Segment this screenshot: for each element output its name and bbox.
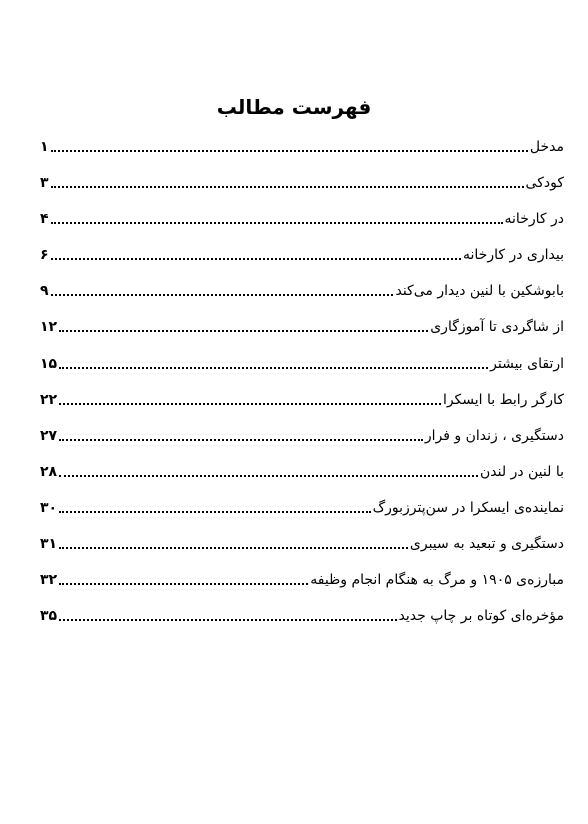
toc-entry[interactable] xyxy=(40,494,564,518)
toc-entry-page-number: ۳۲ xyxy=(40,572,58,589)
dot-leader xyxy=(51,294,394,296)
dot-leader xyxy=(59,619,396,621)
dot-leader xyxy=(59,475,478,477)
toc-entry-label: مدخل xyxy=(529,139,564,155)
toc-entry[interactable] xyxy=(40,313,564,337)
toc-entry[interactable] xyxy=(40,530,564,554)
dot-leader xyxy=(59,403,441,405)
toc-entry[interactable] xyxy=(40,458,564,482)
toc-entry-page-number: ۳۱ xyxy=(40,536,58,553)
toc-entry[interactable] xyxy=(40,566,564,590)
toc-entry-page-number: ۳۰ xyxy=(40,499,58,516)
toc-entry[interactable] xyxy=(40,277,564,301)
toc-entry[interactable] xyxy=(40,205,564,229)
toc-entry-page-number: ۱۲ xyxy=(40,319,58,336)
dot-leader xyxy=(51,222,503,224)
toc-entry[interactable] xyxy=(40,602,564,626)
toc-entry-label: در کارخانه xyxy=(504,211,564,228)
toc-entry-page-number: ۱۵ xyxy=(40,355,58,372)
toc-entry-label: بابوشکین با لنین دیدار می‌کند xyxy=(395,283,564,300)
toc-entry[interactable] xyxy=(40,133,564,157)
toc-entry-label: بیداری در کارخانه xyxy=(463,247,564,264)
toc-entry-label: مبارزه‌ی ۱۹۰۵ و مرگ به هنگام انجام وظیفه xyxy=(310,572,564,589)
toc-entry-page-number: ۳ xyxy=(40,175,49,192)
toc-entry-page-number: ۹ xyxy=(40,283,49,300)
dot-leader xyxy=(51,258,461,260)
toc-title: فهرست مطالب xyxy=(216,95,372,119)
toc-entry[interactable] xyxy=(40,241,564,265)
toc-entry-label: دستگیری ، زندان و فرار xyxy=(424,427,564,444)
dot-leader xyxy=(59,439,423,441)
toc-entry-label: ارتقای بیشتر xyxy=(490,355,564,372)
dot-leader xyxy=(59,511,371,513)
dot-leader xyxy=(59,547,408,549)
toc-entry-label: مؤخره‌ای کوتاه بر چاپ جدید xyxy=(398,608,564,625)
toc-entry-page-number: ۳۵ xyxy=(40,608,58,625)
toc-entry[interactable] xyxy=(40,386,564,410)
dot-leader xyxy=(59,583,308,585)
dot-leader xyxy=(51,186,524,188)
toc-entry-label: با لنین در لندن xyxy=(480,463,564,480)
table-of-contents xyxy=(40,133,564,638)
toc-entry-page-number: ۲۷ xyxy=(40,427,58,444)
toc-entry-label: کارگر رابط با ایسکرا xyxy=(442,391,564,408)
toc-entry-label: از شاگردی تا آموزگاری xyxy=(430,319,564,336)
toc-entry-page-number: ۲۲ xyxy=(40,391,58,408)
toc-entry-page-number: ۴ xyxy=(40,211,49,228)
dot-leader xyxy=(59,330,428,332)
toc-entry-label: نماینده‌ی ایسکرا در سن‌پترزبورگ xyxy=(372,499,564,516)
dot-leader xyxy=(51,150,528,152)
toc-entry-page-number: ۶ xyxy=(40,247,49,264)
toc-entry[interactable] xyxy=(40,169,564,193)
toc-entry[interactable] xyxy=(40,350,564,374)
toc-entry[interactable] xyxy=(40,422,564,446)
toc-entry-page-number: ۱ xyxy=(40,139,49,155)
toc-entry-label: کودکی xyxy=(525,175,564,192)
dot-leader xyxy=(59,367,488,369)
toc-entry-page-number: ۲۸ xyxy=(40,463,58,480)
toc-entry-label: دستگیری و تبعید به سیبری xyxy=(409,536,564,553)
